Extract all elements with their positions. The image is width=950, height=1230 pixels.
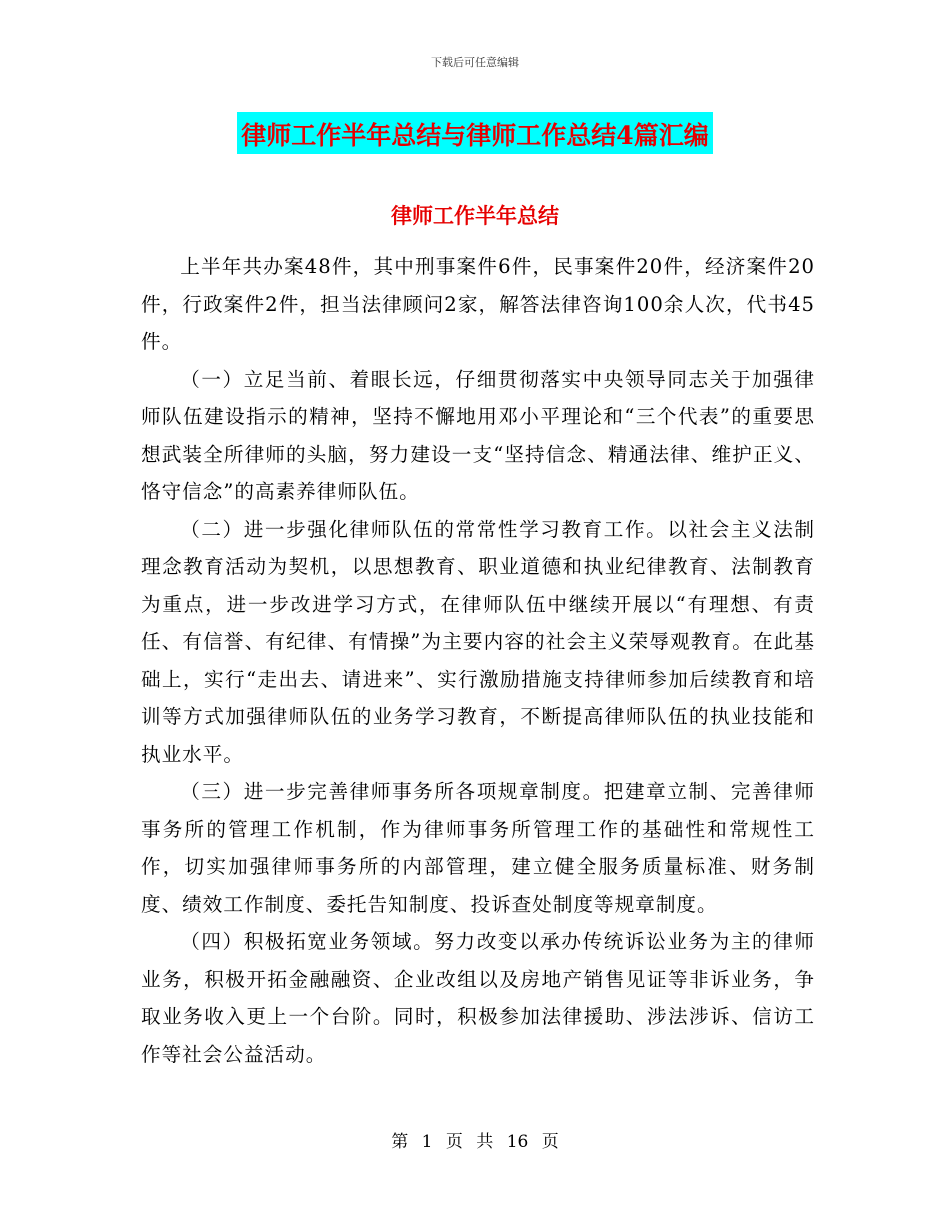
footer-total-pages: 16: [506, 1132, 529, 1152]
paragraph-1: （一）立足当前、着眼长远，仔细贯彻落实中央领导同志关于加强律师队伍建设指示的精神，坚持不懈地用邓小平理论和“三个代表”的重要思想武装全所律师的头脑，努力建设一支“坚持信念、精通法律、维护正义、恪守信念”的高素养律师队伍。: [141, 367, 815, 503]
footer-page-unit: 页: [445, 1132, 463, 1152]
title-container: [0, 112, 950, 154]
footer-total-label: 共: [476, 1132, 494, 1152]
paragraph-4: （四）积极拓宽业务领域。努力改变以承办传统诉讼业务为主的律师业务，积极开拓金融融资、企业改组以及房地产销售见证等非诉业务，争取业务收入更上一个台阶。同时，积极参加法律援助、涉法涉诉、信访工作等社会公益活动。: [141, 930, 815, 1066]
paragraph-2: （二）进一步强化律师队伍的常常性学习教育工作。以社会主义法制理念教育活动为契机，以思想教育、职业道德和执业纪律教育、法制教育为重点，进一步改进学习方式，在律师队伍中继续开展以“有理想、有责任、有信誉、有纪律、有情操”为主要内容的社会主义荣辱观教育。在此基础上，实行“走出去、请进来”、实行激励措施支持律师参加后续教育和培训等方式加强律师队伍的业务学习教育，不断提高律师队伍的执业技能和执业水平。: [141, 517, 815, 766]
page-footer: [0, 1127, 950, 1152]
footer-total-unit: 页: [541, 1132, 559, 1152]
section-title: 律师工作半年总结: [391, 203, 559, 228]
document-body: [141, 248, 815, 1073]
paragraph-3: （三）进一步完善律师事务所各项规章制度。把建章立制、完善律师事务所的管理工作机制，作为律师事务所管理工作的基础性和常规性工作，切实加强律师事务所的内部管理，建立健全服务质量标准、财务制度、绩效工作制度、委托告知制度、投诉查处制度等规章制度。: [141, 780, 815, 916]
footer-page-label: 第: [391, 1132, 409, 1152]
header-note: 下载后可任意编辑: [431, 56, 519, 69]
paragraph-summary: 上半年共办案48件，其中刑事案件6件，民事案件20件，经济案件20件，行政案件2件，担当法律顾问2家，解答法律咨询100余人次，代书45件。: [141, 255, 815, 353]
footer-page-number: 1: [421, 1132, 433, 1152]
document-title: 律师工作半年总结与律师工作总结4篇汇编: [237, 112, 712, 154]
